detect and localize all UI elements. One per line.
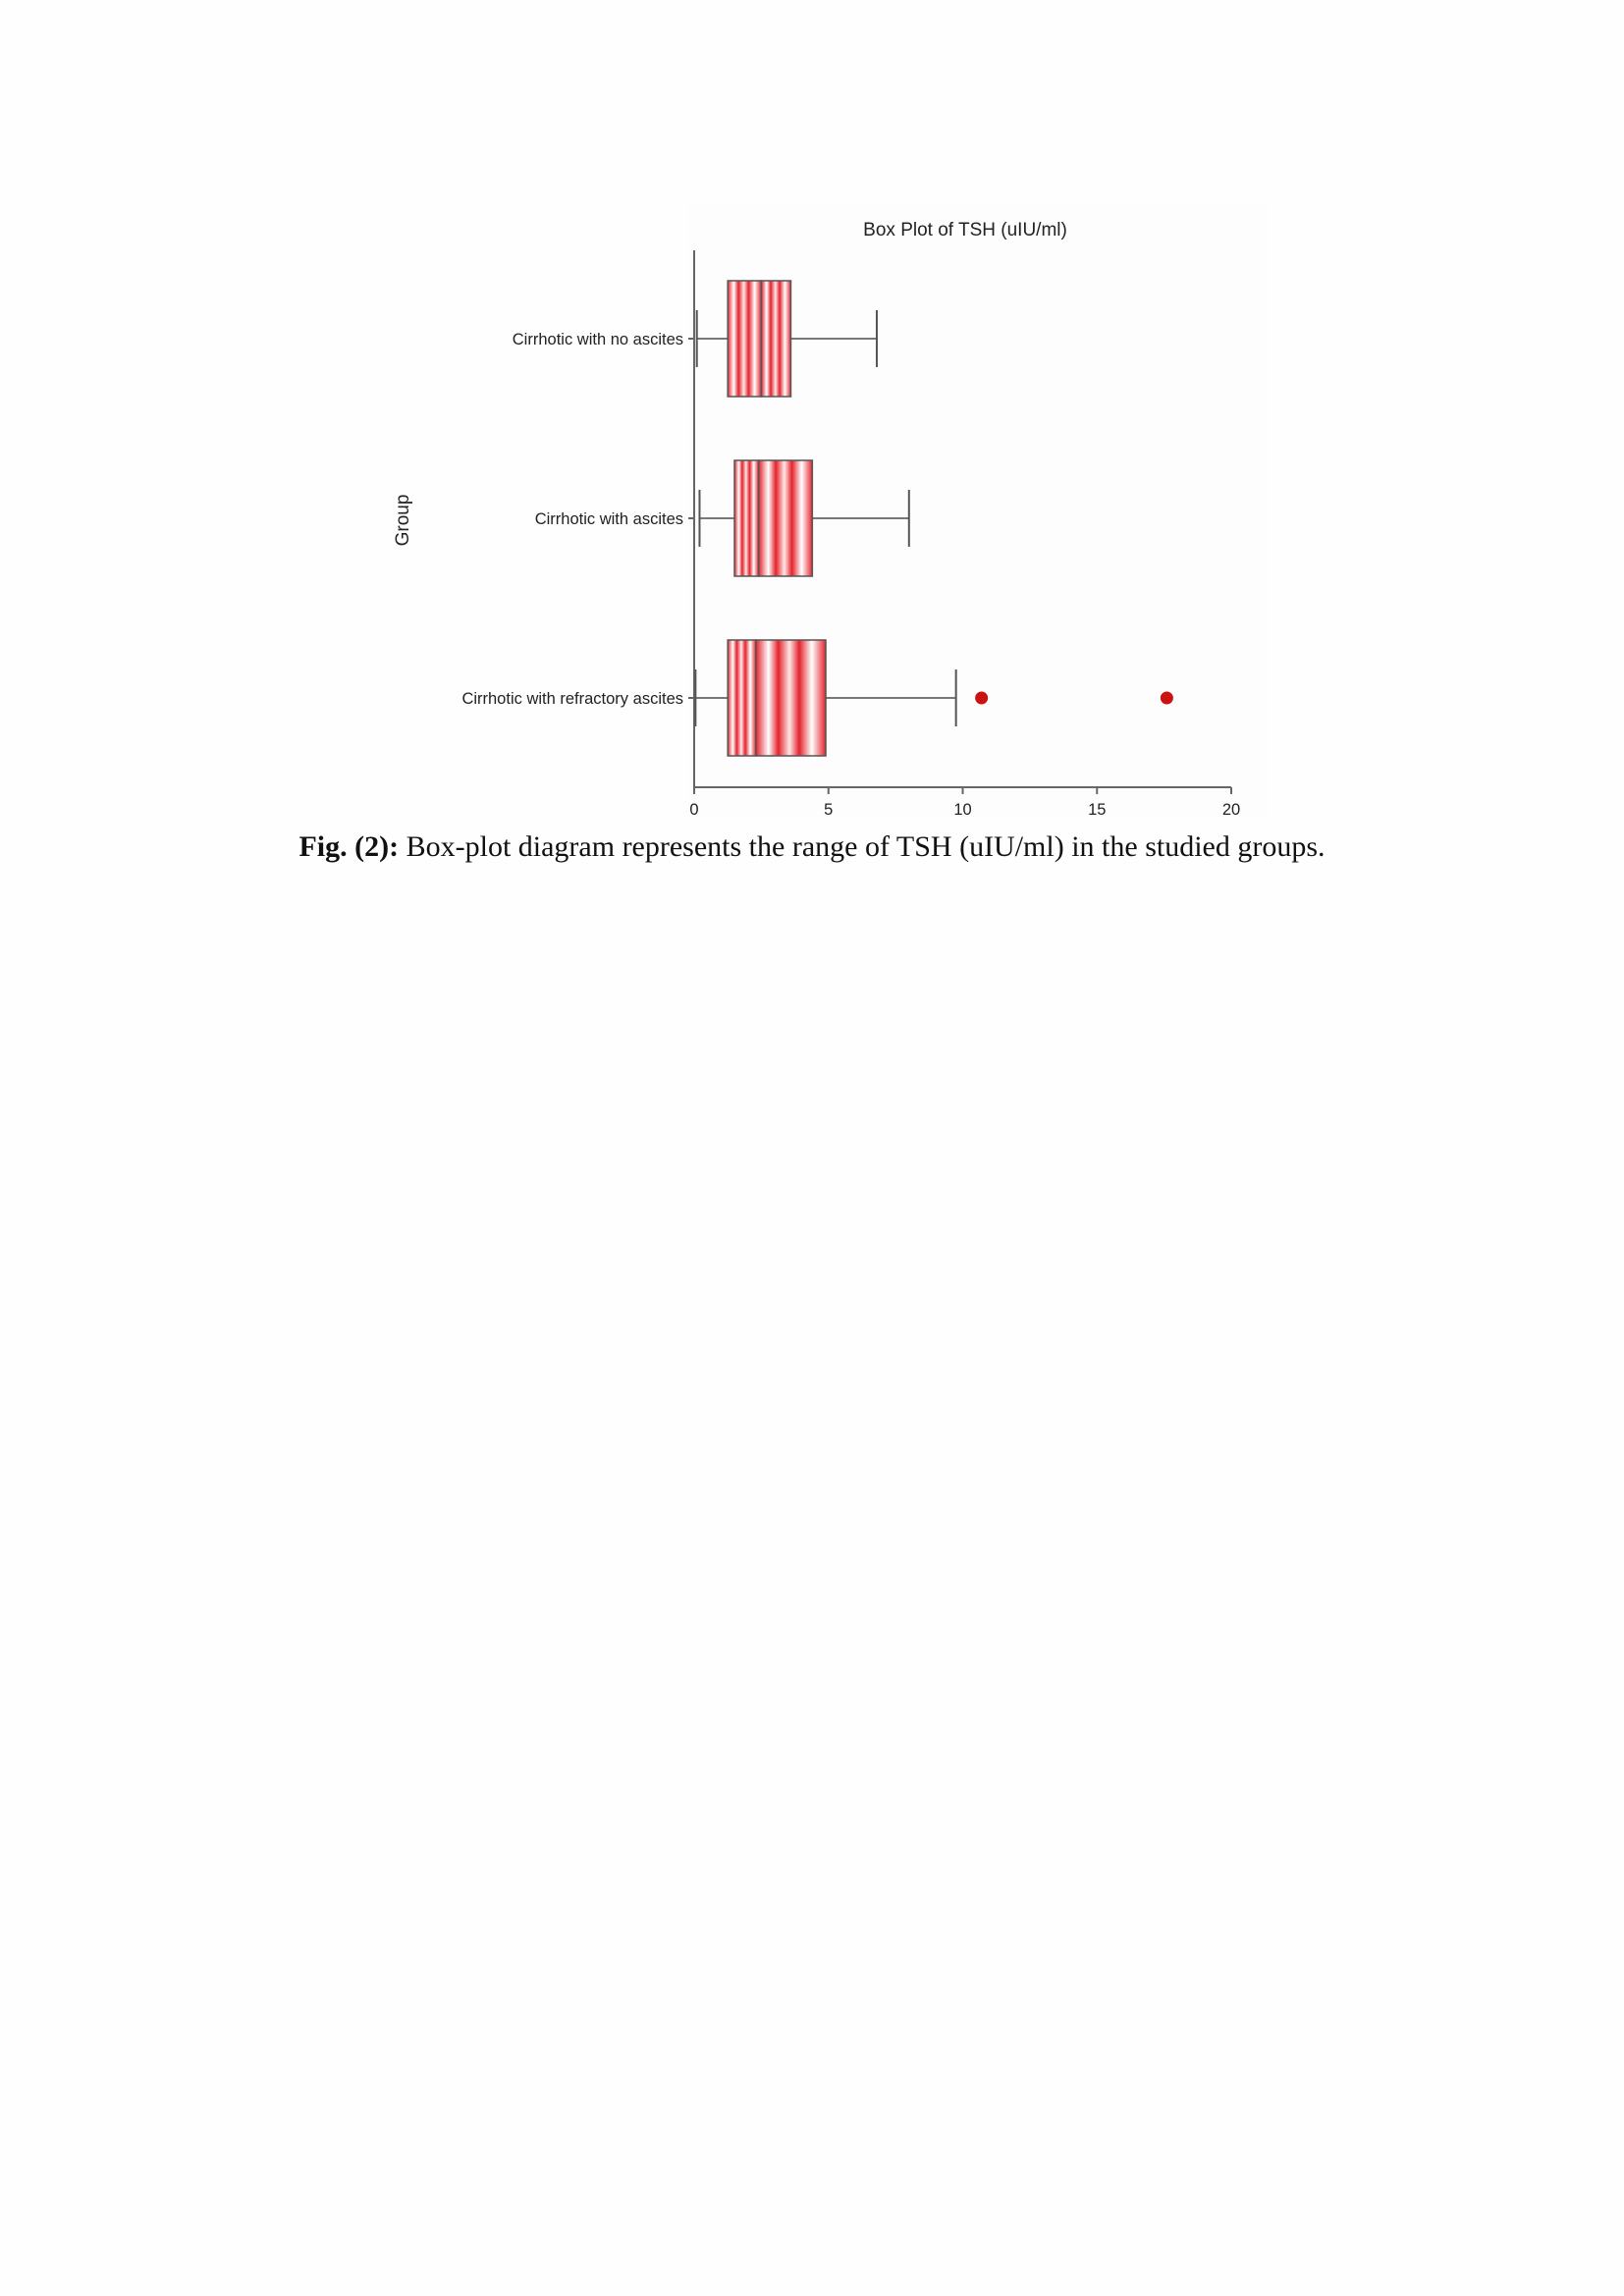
box-lower-half: [728, 640, 756, 756]
box-upper-half: [756, 640, 826, 756]
figure-caption: [0, 830, 1624, 864]
caption-label: Fig. (2):: [298, 830, 400, 863]
box-upper-half: [759, 460, 813, 576]
box-plot-chart: [0, 0, 1624, 825]
y-category-label: Cirrhotic with no ascites: [512, 331, 683, 348]
x-tick-label: 5: [824, 801, 834, 819]
x-tick-label: 15: [1088, 801, 1107, 819]
outlier-point: [975, 692, 988, 705]
box-upper-half: [761, 281, 790, 397]
caption-text: Box-plot diagram represents the range of TSH (uIU/ml) in the studied groups.: [399, 830, 1326, 863]
y-category-label: Cirrhotic with refractory ascites: [461, 690, 683, 708]
outlier-point: [1161, 692, 1173, 705]
y-axis-title: Group: [393, 494, 413, 547]
x-tick-label: 10: [953, 801, 972, 819]
box-lower-half: [728, 281, 761, 397]
x-tick-label: 20: [1221, 801, 1241, 819]
box-lower-half: [734, 460, 759, 576]
y-category-label: Cirrhotic with ascites: [534, 510, 683, 528]
x-tick-label: 0: [689, 801, 699, 819]
chart-title: Box Plot of TSH (uIU/ml): [863, 220, 1067, 240]
